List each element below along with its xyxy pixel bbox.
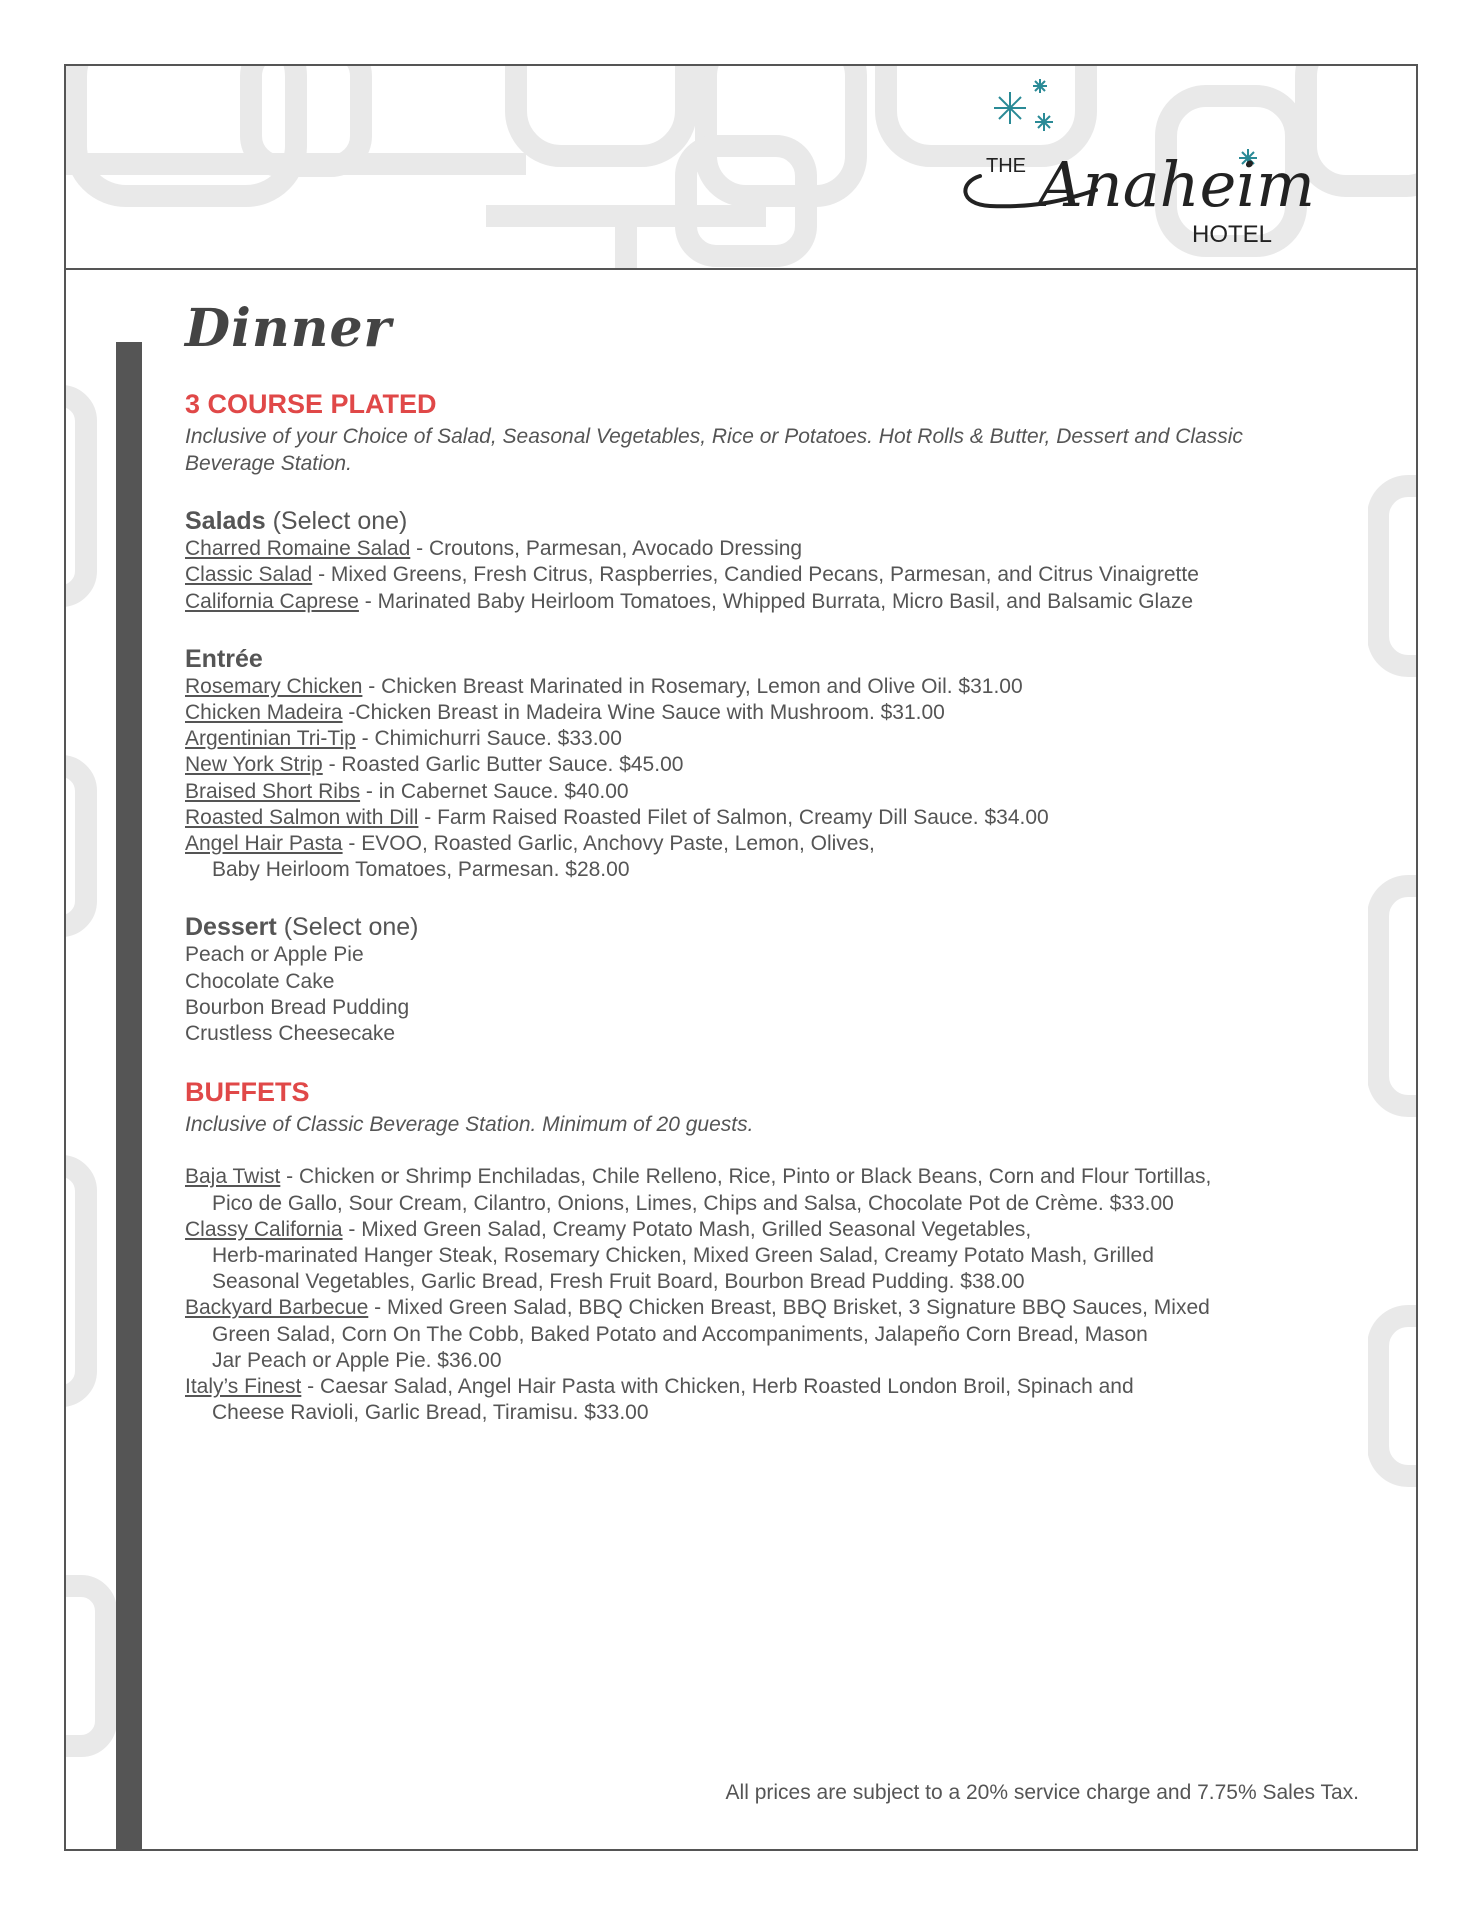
menu-item-desc: - Chicken Breast Marinated in Rosemary, Lemon and Olive Oil. $31.00 [362, 674, 1023, 698]
menu-item-desc: - Caesar Salad, Angel Hair Pasta with Chicken, Herb Roasted London Broil, Spinach and [301, 1374, 1134, 1398]
buffets-group [185, 1077, 1335, 1426]
menu-item-continued: Herb-marinated Hanger Steak, Rosemary Chicken, Mixed Green Salad, Creamy Potato Mash, Grilled [212, 1243, 1154, 1267]
menu-item-name: Backyard Barbecue [185, 1296, 369, 1320]
menu-item-name: Baja Twist [185, 1165, 281, 1189]
menu-content [185, 300, 1335, 1426]
dessert-item: Chocolate Cake [185, 969, 335, 993]
menu-item-name: New York Strip [185, 753, 323, 777]
dessert-item: Crustless Cheesecake [185, 1022, 396, 1046]
dessert-item: Bourbon Bread Pudding [185, 995, 410, 1019]
menu-item-desc: - Roasted Garlic Butter Sauce. $45.00 [322, 753, 684, 777]
menu-item-continued: Green Salad, Corn On The Cobb, Baked Potato and Accompaniments, Jalapeño Corn Bread, Mason [212, 1322, 1148, 1346]
entree-list [185, 674, 1335, 884]
menu-item-name: Braised Short Ribs [185, 779, 361, 803]
menu-item-name: Italy’s Finest [185, 1374, 302, 1398]
menu-item-name: Rosemary Chicken [185, 674, 363, 698]
dessert-item: Peach or Apple Pie [185, 943, 364, 967]
menu-item-desc: - Mixed Green Salad, Creamy Potato Mash, Grilled Seasonal Vegetables, [342, 1217, 1032, 1241]
menu-item-desc: - in Cabernet Sauce. $40.00 [360, 779, 629, 803]
menu-item-continued: Cheese Ravioli, Garlic Bread, Tiramisu. $33.00 [212, 1401, 649, 1425]
page-title: Dinner [185, 298, 392, 359]
salads-title: Salads [185, 507, 266, 536]
buffets-heading: BUFFETS [185, 1077, 310, 1108]
menu-item-continued: Seasonal Vegetables, Garlic Bread, Fresh Fruit Board, Bourbon Bread Pudding. $38.00 [212, 1270, 1025, 1294]
menu-item [185, 726, 1335, 752]
menu-item-name: Angel Hair Pasta [185, 832, 343, 856]
logo-hotel: HOTEL [1191, 221, 1272, 248]
plated-heading: 3 COURSE PLATED [185, 389, 437, 420]
menu-item-name: Classy California [185, 1217, 343, 1241]
menu-item-continued: Baby Heirloom Tomatoes, Parmesan. $28.00 [212, 858, 630, 882]
menu-item [185, 1217, 1335, 1243]
menu-item-name: Chicken Madeira [185, 701, 343, 725]
entree-group [185, 645, 1335, 884]
header-divider [66, 268, 1418, 270]
menu-item-continued: Pico de Gallo, Sour Cream, Cilantro, Onions, Limes, Chips and Salsa, Chocolate Pot de Crème. $33.00 [212, 1191, 1174, 1215]
menu-item [185, 831, 1335, 857]
menu-page [64, 64, 1418, 1851]
menu-item-desc: - Farm Raised Roasted Filet of Salmon, Creamy Dill Sauce. $34.00 [418, 805, 1049, 829]
menu-item [185, 589, 1335, 615]
logo-name: Anaheim [1038, 148, 1315, 221]
menu-item [185, 1164, 1335, 1190]
menu-item [185, 674, 1335, 700]
dessert-list [185, 942, 1335, 1047]
salad-list [185, 536, 1335, 615]
menu-item-desc: - EVOO, Roasted Garlic, Anchovy Paste, Lemon, Olives, [342, 832, 875, 856]
menu-item-desc: - Mixed Green Salad, BBQ Chicken Breast, BBQ Brisket, 3 Signature BBQ Sauces, Mixed [368, 1296, 1210, 1320]
menu-item [185, 536, 1335, 562]
menu-item-desc: - Chimichurri Sauce. $33.00 [355, 727, 622, 751]
salads-subtitle: (Select one) [272, 507, 408, 536]
buffets-note: Inclusive of Classic Beverage Station. Minimum of 20 guests. [185, 1113, 754, 1137]
hotel-logo [946, 78, 1366, 268]
price-disclaimer: All prices are subject to a 20% service charge and 7.75% Sales Tax. [725, 1781, 1359, 1804]
menu-item-name: Charred Romaine Salad [185, 537, 411, 561]
plated-note: Inclusive of your Choice of Salad, Seasonal Vegetables, Rice or Potatoes. Hot Rolls & Butter, Dessert and Classic Beverage Station. [185, 425, 1243, 476]
dessert-subtitle: (Select one) [283, 913, 419, 942]
menu-item [185, 700, 1335, 726]
entree-heading [185, 645, 1335, 674]
dessert-group [185, 913, 1335, 1047]
menu-item [185, 805, 1335, 831]
buffet-list [185, 1164, 1335, 1426]
logo-the: THE [986, 155, 1026, 177]
menu-item-continued: Jar Peach or Apple Pie. $36.00 [212, 1348, 502, 1372]
menu-item-name: Classic Salad [185, 563, 313, 587]
dessert-heading [185, 913, 1335, 942]
menu-item [185, 1374, 1335, 1400]
menu-item [185, 562, 1335, 588]
menu-item-desc: -Chicken Breast in Madeira Wine Sauce with Mushroom. $31.00 [342, 701, 945, 725]
menu-item-desc: - Mixed Greens, Fresh Citrus, Raspberries, Candied Pecans, Parmesan, and Citrus Vinaigrette [312, 563, 1199, 587]
menu-item-desc: - Marinated Baby Heirloom Tomatoes, Whipped Burrata, Micro Basil, and Balsamic Glaze [358, 589, 1194, 613]
menu-item-desc: - Chicken or Shrimp Enchiladas, Chile Relleno, Rice, Pinto or Black Beans, Corn and Flour Tortillas, [280, 1165, 1212, 1189]
menu-item-name: Roasted Salmon with Dill [185, 805, 419, 829]
menu-item-name: California Caprese [185, 589, 359, 613]
dessert-title: Dessert [185, 913, 277, 942]
salads-heading [185, 507, 1335, 536]
salads-group [185, 507, 1335, 615]
menu-item [185, 1295, 1335, 1321]
entree-title: Entrée [185, 644, 263, 673]
menu-item-name: Argentinian Tri-Tip [185, 727, 356, 751]
menu-item [185, 779, 1335, 805]
side-accent-bar [116, 342, 142, 1851]
menu-item [185, 752, 1335, 778]
menu-item-desc: - Croutons, Parmesan, Avocado Dressing [410, 537, 803, 561]
